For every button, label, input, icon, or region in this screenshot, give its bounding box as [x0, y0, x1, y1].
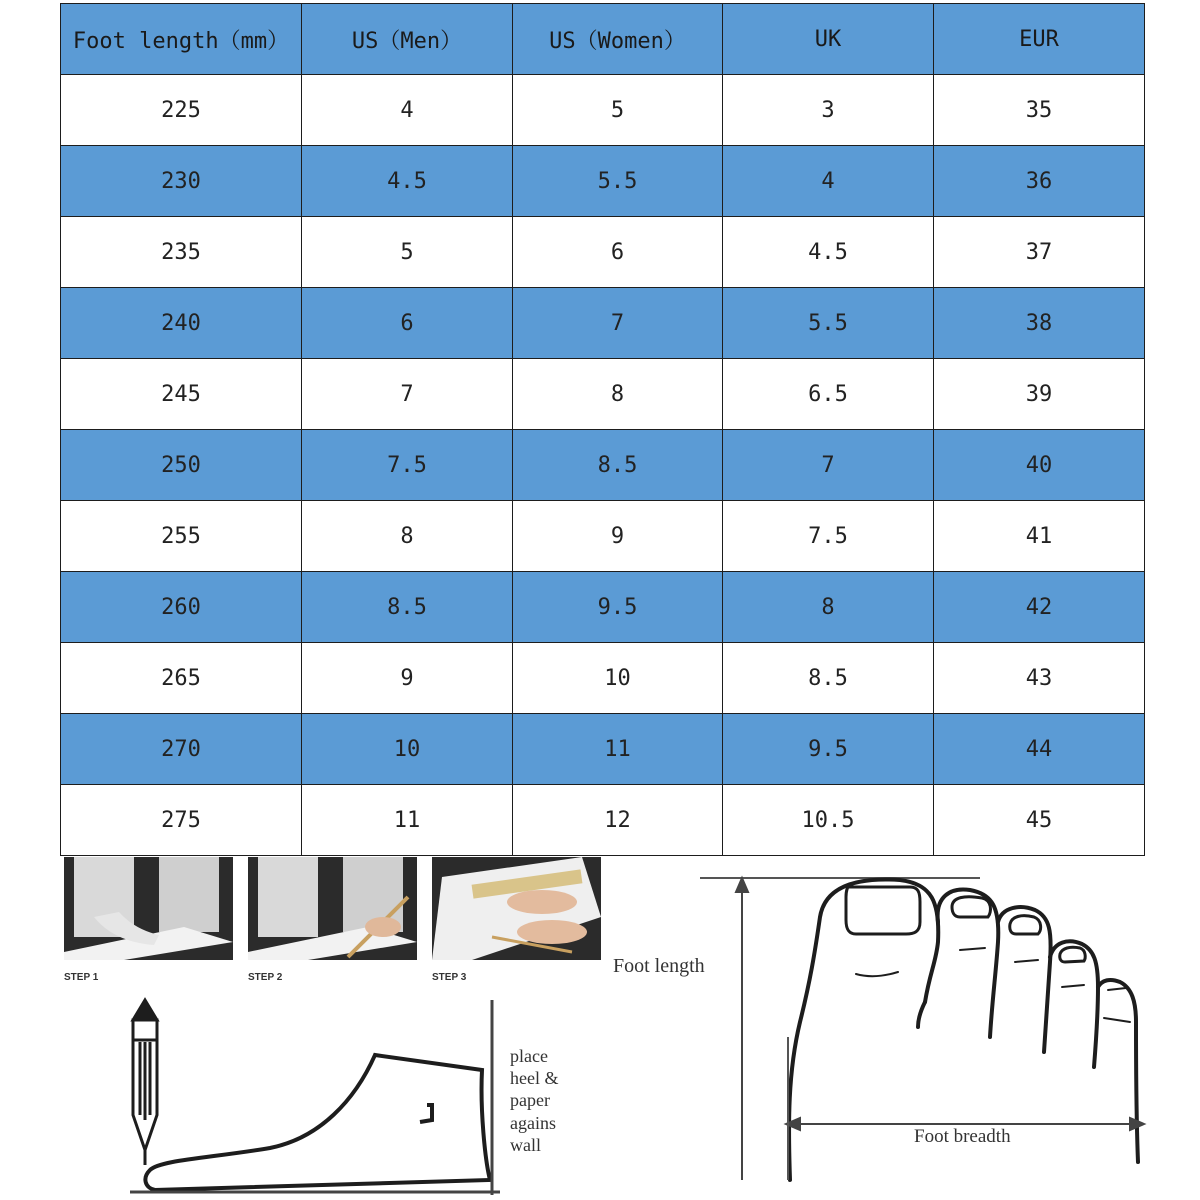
header-row [61, 4, 1145, 75]
instruction-line-1: place [510, 1046, 548, 1066]
cell-us-men: 4.5 [302, 146, 513, 217]
cell-us-women: 9.5 [513, 572, 723, 643]
cell-eur: 37 [934, 217, 1145, 288]
step-2-photo [248, 857, 417, 960]
table-row [61, 359, 1145, 430]
cell-eur: 42 [934, 572, 1145, 643]
cell-uk: 7 [723, 430, 934, 501]
cell-foot-length: 260 [61, 572, 302, 643]
cell-uk: 8 [723, 572, 934, 643]
table-row [61, 643, 1145, 714]
foot-outline [145, 1055, 490, 1190]
cell-eur: 44 [934, 714, 1145, 785]
foot-length-label: Foot length [613, 955, 705, 977]
cell-us-women: 8 [513, 359, 723, 430]
cell-us-men: 6 [302, 288, 513, 359]
instruction-line-3: paper [510, 1090, 550, 1110]
size-chart-table [60, 3, 1145, 856]
cell-us-men: 10 [302, 714, 513, 785]
header-us-men: US（Men） [302, 4, 513, 75]
cell-us-women: 8.5 [513, 430, 723, 501]
cell-us-men: 7.5 [302, 430, 513, 501]
cell-uk: 6.5 [723, 359, 934, 430]
cell-uk: 9.5 [723, 714, 934, 785]
cell-foot-length: 225 [61, 75, 302, 146]
cell-eur: 38 [934, 288, 1145, 359]
cell-foot-length: 270 [61, 714, 302, 785]
step-1-photo [64, 857, 233, 960]
cell-foot-length: 240 [61, 288, 302, 359]
instruction-line-2: heel & [510, 1068, 559, 1088]
cell-uk: 8.5 [723, 643, 934, 714]
table-row [61, 217, 1145, 288]
cell-us-women: 5 [513, 75, 723, 146]
cell-foot-length: 275 [61, 785, 302, 856]
cell-us-women: 9 [513, 501, 723, 572]
cell-foot-length: 250 [61, 430, 302, 501]
cell-foot-length: 265 [61, 643, 302, 714]
cell-us-men: 9 [302, 643, 513, 714]
table-row [61, 785, 1145, 856]
header-eur: EUR [934, 4, 1145, 75]
cell-foot-length: 255 [61, 501, 302, 572]
cell-us-women: 11 [513, 714, 723, 785]
cell-eur: 40 [934, 430, 1145, 501]
cell-us-women: 12 [513, 785, 723, 856]
header-uk: UK [723, 4, 934, 75]
step-3-photo [432, 857, 601, 960]
cell-us-women: 5.5 [513, 146, 723, 217]
header-us-women: US（Women） [513, 4, 723, 75]
pencil-icon [133, 1000, 157, 1165]
table-row [61, 572, 1145, 643]
cell-eur: 35 [934, 75, 1145, 146]
cell-eur: 39 [934, 359, 1145, 430]
foot-top-diagram [670, 862, 1150, 1192]
cell-uk: 5.5 [723, 288, 934, 359]
step-2-label: STEP 2 [248, 972, 283, 983]
cell-us-men: 8.5 [302, 572, 513, 643]
cell-uk: 7.5 [723, 501, 934, 572]
cell-us-men: 5 [302, 217, 513, 288]
cell-us-men: 7 [302, 359, 513, 430]
cell-foot-length: 245 [61, 359, 302, 430]
table-row [61, 288, 1145, 359]
foot-breadth-label: Foot breadth [914, 1126, 1011, 1147]
cell-us-women: 7 [513, 288, 723, 359]
foot-profile-diagram [90, 990, 510, 1200]
cell-eur: 41 [934, 501, 1145, 572]
cell-eur: 45 [934, 785, 1145, 856]
cell-uk: 4.5 [723, 217, 934, 288]
cell-us-women: 6 [513, 217, 723, 288]
cell-us-women: 10 [513, 643, 723, 714]
table-row [61, 75, 1145, 146]
step-1-label: STEP 1 [64, 972, 99, 983]
cell-uk: 3 [723, 75, 934, 146]
table-row [61, 714, 1145, 785]
cell-foot-length: 235 [61, 217, 302, 288]
cell-eur: 43 [934, 643, 1145, 714]
cell-uk: 10.5 [723, 785, 934, 856]
table-row [61, 430, 1145, 501]
cell-uk: 4 [723, 146, 934, 217]
cell-foot-length: 230 [61, 146, 302, 217]
cell-us-men: 8 [302, 501, 513, 572]
instruction-line-4: agains [510, 1113, 556, 1133]
instruction-line-5: wall [510, 1135, 541, 1155]
cell-us-men: 4 [302, 75, 513, 146]
cell-us-men: 11 [302, 785, 513, 856]
step-3-label: STEP 3 [432, 972, 467, 983]
cell-eur: 36 [934, 146, 1145, 217]
table-row [61, 146, 1145, 217]
header-foot-length: Foot length（mm） [61, 4, 302, 75]
table-row [61, 501, 1145, 572]
